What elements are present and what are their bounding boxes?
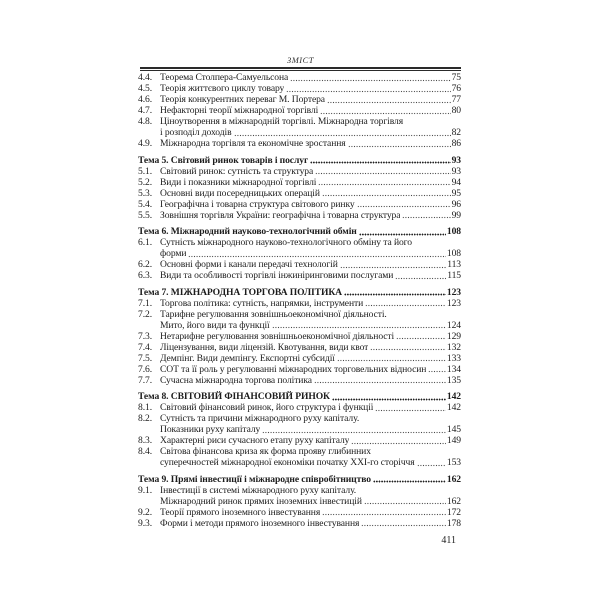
- dot-leader: [357, 201, 451, 210]
- toc-entry-text: Демпінг. Види демпінгу. Експортні субсидії: [160, 352, 335, 364]
- toc-entry-number: 6.2.: [138, 259, 152, 270]
- toc-row: [138, 375, 461, 386]
- toc-entry-number: 9.2.: [138, 506, 152, 518]
- toc-entry-text: Тема 6. Міжнародний науково-технологічний обмін: [138, 226, 357, 237]
- toc-row: [138, 485, 461, 496]
- toc-entry-text: форми: [160, 248, 187, 259]
- dot-leader: [290, 74, 450, 83]
- toc-entry-text: Теорія життєвого циклу товару: [160, 83, 285, 94]
- toc-entry-page: 149: [446, 435, 461, 446]
- toc-entry-page: 135: [446, 374, 461, 386]
- toc-entry-text: Нетарифне регулювання зовнішньоекономічної діяльності: [160, 330, 395, 342]
- toc-entry-text: і розподіл доходів: [160, 127, 232, 138]
- toc-entry-page: 153: [446, 457, 461, 468]
- toc-entry-page: 133: [446, 352, 461, 364]
- toc-entry-text: суперечностей міжнародної економіки початку XXI-го сторіччя: [160, 457, 415, 468]
- toc-entry-text: Основні форми і канали передачі технологій: [160, 259, 338, 270]
- toc-entry-text: Показники руху капіталу: [160, 424, 261, 435]
- dot-leader: [322, 509, 446, 518]
- toc-entry: [138, 116, 461, 138]
- toc-entry-page: 142: [446, 402, 461, 413]
- dot-leader: [315, 168, 450, 177]
- toc-entry-text: Торгова політика: сутність, напрямки, інструменти: [160, 297, 364, 309]
- toc-entry: [138, 166, 461, 177]
- toc-row: [138, 72, 461, 83]
- toc-row: [138, 457, 461, 468]
- toc-row: [138, 496, 461, 507]
- toc-entry-page: 172: [446, 506, 461, 518]
- toc-theme-entry: [138, 391, 461, 402]
- toc-entry-text: Сутність міжнародного науково-технологічного обміну та його: [160, 237, 412, 248]
- toc-row: [138, 320, 461, 331]
- toc-entry-number: 5.5.: [138, 209, 152, 221]
- toc-entry: [138, 83, 461, 94]
- toc-entry-page: 113: [447, 259, 461, 270]
- toc-row: [138, 259, 461, 270]
- toc-entry-number: 7.3.: [138, 330, 152, 342]
- toc-entry-page: 93: [451, 165, 461, 177]
- toc-entry-text: Тема 9. Прямі інвестиції і міжнародне співробітництво: [138, 473, 371, 485]
- toc-entry: [138, 259, 461, 270]
- toc-entry-page: 76: [451, 83, 461, 94]
- toc-entry-number: 7.4.: [138, 341, 152, 353]
- toc-entry-number: 5.2.: [138, 176, 152, 188]
- toc-entry-page: 178: [446, 517, 461, 529]
- toc-row: [138, 353, 461, 364]
- toc-row: [138, 210, 461, 221]
- toc-entry-text: Інвестиції в системі міжнародного руху капіталу.: [160, 484, 357, 496]
- toc-entry-number: 4.8.: [138, 116, 152, 127]
- toc-entry-page: 96: [451, 198, 461, 210]
- toc-row: [138, 474, 461, 485]
- toc-row: [138, 391, 461, 402]
- toc-entry-number: 4.9.: [138, 138, 152, 149]
- toc-row: [138, 138, 461, 149]
- toc-entry-number: 6.1.: [138, 237, 152, 248]
- toc-entry-text: Сучасна міжнародна торгова політика: [160, 374, 312, 386]
- toc-entry-page: 132: [446, 341, 461, 353]
- toc-entry-page: 80: [451, 105, 461, 116]
- toc-entry-number: 6.3.: [138, 270, 152, 281]
- dot-leader: [314, 377, 446, 386]
- toc-entry: [138, 353, 461, 364]
- toc-entry: [138, 210, 461, 221]
- toc-entry: [138, 364, 461, 375]
- toc-entry-text: СОТ та її роль у регулюванні міжнародних торговельних відносин: [160, 363, 427, 375]
- toc-entry: [138, 72, 461, 83]
- toc-row: [138, 402, 461, 413]
- toc-row: [138, 199, 461, 210]
- dot-leader: [310, 157, 450, 166]
- toc-entry: [138, 435, 461, 446]
- toc-entry-number: 8.1.: [138, 402, 152, 413]
- toc-row: [138, 270, 461, 281]
- toc-entry-page: 145: [446, 424, 461, 435]
- dot-leader: [364, 498, 446, 507]
- toc-entry-text: Мито, його види та функції: [160, 319, 270, 331]
- toc-entry-number: 7.6.: [138, 363, 152, 375]
- toc-row: [138, 518, 461, 529]
- dot-leader: [320, 107, 450, 116]
- dot-leader: [396, 333, 446, 342]
- toc-entry-number: 4.7.: [138, 105, 152, 116]
- dot-leader: [375, 404, 446, 413]
- toc-entry: [138, 342, 461, 353]
- toc-entry-number: 4.5.: [138, 83, 152, 94]
- toc-row: [138, 364, 461, 375]
- toc-entry-page: 86: [451, 138, 461, 149]
- toc-entry-number: 7.5.: [138, 352, 152, 364]
- toc-entry-text: Ліцензування, види ліцензій. Квотування, види квот: [160, 341, 369, 353]
- toc-row: [138, 116, 461, 127]
- toc-row: [138, 298, 461, 309]
- dot-leader: [322, 190, 451, 199]
- toc-entry-page: 82: [451, 127, 461, 138]
- toc-row: [138, 237, 461, 248]
- dot-leader: [351, 437, 446, 446]
- toc-entry-page: 162: [446, 495, 461, 507]
- dot-leader: [188, 250, 446, 259]
- toc-row: [138, 424, 461, 435]
- toc-entry: [138, 446, 461, 468]
- toc-entry-number: 5.1.: [138, 165, 152, 177]
- dot-leader: [373, 476, 446, 485]
- toc-entry: [138, 298, 461, 309]
- toc-entry-page: 108: [446, 226, 461, 237]
- toc-entry-text: Тема 5. Світовий ринок товарів і послуг: [138, 154, 309, 166]
- toc-entry-text: Теорія конкурентних переваг М. Портера: [160, 94, 325, 105]
- toc-entry: [138, 237, 461, 259]
- toc-entry-text: Міжнародна торгівля та економічне зростання: [160, 138, 346, 149]
- toc-entry-page: 129: [446, 330, 461, 342]
- toc-entry-number: 7.1.: [138, 297, 152, 309]
- toc-entry-text: Нефакторні теорії міжнародної торгівлі: [160, 105, 319, 116]
- toc-entry: [138, 413, 461, 435]
- toc-entry-page: 124: [446, 319, 461, 331]
- dot-leader: [327, 96, 451, 105]
- dot-leader: [417, 459, 446, 468]
- toc-entry: [138, 105, 461, 116]
- toc-entry-page: 93: [451, 154, 461, 166]
- dot-leader: [318, 179, 450, 188]
- dot-leader: [370, 344, 446, 353]
- toc-entry-text: Теорема Столпера-Самуельсона: [160, 72, 289, 83]
- toc-theme-entry: [138, 155, 461, 166]
- toc-row: [138, 287, 461, 298]
- toc-row: [138, 83, 461, 94]
- toc-entry-text: Тарифне регулювання зовнішньоекономічної діяльності.: [160, 308, 387, 320]
- toc-row: [138, 177, 461, 188]
- toc-entry-text: Сутність та причини міжнародного руху капіталу.: [160, 413, 360, 424]
- toc-entry-text: Форми і методи прямого іноземного інвестування: [160, 517, 360, 529]
- toc-entry: [138, 485, 461, 507]
- toc-entry-text: Світова фінансова криза як форма прояву глибинних: [160, 446, 371, 457]
- toc-entry-page: 108: [446, 248, 461, 259]
- toc-row: [138, 166, 461, 177]
- toc-entry: [138, 188, 461, 199]
- dot-leader: [395, 272, 446, 281]
- toc-entry-text: Географічна і товарна структура світового ринку: [160, 198, 355, 210]
- toc-list: [138, 72, 461, 529]
- toc-row: [138, 226, 461, 237]
- toc-entry-page: 123: [446, 297, 461, 309]
- toc-row: [138, 342, 461, 353]
- toc-entry-text: Основні види посередницьких операцій: [160, 187, 320, 199]
- dot-leader: [365, 300, 446, 309]
- toc-entry-number: 4.4.: [138, 72, 152, 83]
- toc-entry-number: 9.3.: [138, 517, 152, 529]
- toc-entry-text: Тема 8. СВІТОВИЙ ФІНАНСОВИЙ РИНОК: [138, 391, 330, 402]
- toc-theme-entry: [138, 474, 461, 485]
- dot-leader: [428, 366, 446, 375]
- toc-entry-text: Світовий фінансовий ринок, його структура і функції: [160, 402, 374, 413]
- toc-entry-number: 8.3.: [138, 435, 152, 446]
- dot-leader: [262, 426, 446, 435]
- toc-row: [138, 435, 461, 446]
- toc-entry-page: 142: [446, 391, 461, 402]
- toc-entry: [138, 518, 461, 529]
- toc-row: [138, 105, 461, 116]
- toc-entry-text: Світовий ринок: сутність та структура: [160, 165, 314, 177]
- page-header: [140, 55, 461, 71]
- toc-row: [138, 507, 461, 518]
- toc-theme-entry: [138, 287, 461, 298]
- toc-entry-page: 77: [451, 94, 461, 105]
- dot-leader: [234, 129, 451, 138]
- toc-entry-number: 9.1.: [138, 484, 152, 496]
- toc-entry: [138, 309, 461, 331]
- dot-leader: [344, 289, 446, 298]
- toc-entry-page: 123: [446, 286, 461, 298]
- dot-leader: [361, 520, 446, 529]
- toc-entry-number: 8.2.: [138, 413, 152, 424]
- page-number: 411: [441, 535, 456, 546]
- toc-entry-number: 7.7.: [138, 374, 152, 386]
- toc-entry-text: Міжнародний ринок прямих іноземних інвестицій: [160, 495, 362, 507]
- header-rule: [140, 67, 461, 71]
- toc-entry-number: 7.2.: [138, 308, 152, 320]
- toc-entry-number: 4.6.: [138, 94, 152, 105]
- toc-entry-text: Теорії прямого іноземного інвестування: [160, 506, 321, 518]
- toc-entry: [138, 331, 461, 342]
- toc-entry-page: 95: [451, 187, 461, 199]
- dot-leader: [348, 140, 451, 149]
- toc-entry-text: Характерні риси сучасного етапу руху капіталу: [160, 435, 350, 446]
- toc-entry-number: 5.3.: [138, 187, 152, 199]
- toc-entry: [138, 402, 461, 413]
- toc-entry-number: 5.4.: [138, 198, 152, 210]
- toc-entry-text: Тема 7. МІЖНАРОДНА ТОРГОВА ПОЛІТИКА: [138, 286, 343, 298]
- dot-leader: [272, 322, 446, 331]
- toc-entry-page: 134: [446, 363, 461, 375]
- toc-entry: [138, 138, 461, 149]
- toc-theme-entry: [138, 226, 461, 237]
- toc-row: [138, 127, 461, 138]
- toc-entry-text: Ціноутворення в міжнародній торгівлі. Міжнародна торгівля: [160, 116, 404, 127]
- toc-row: [138, 188, 461, 199]
- toc-entry-text: Види та особливості торгівлі інжиніринговими послугами: [160, 270, 394, 281]
- toc-entry-page: 115: [447, 270, 461, 281]
- dot-leader: [337, 355, 446, 364]
- toc-row: [138, 413, 461, 424]
- toc-entry-page: 162: [446, 473, 461, 485]
- toc-entry-page: 94: [451, 176, 461, 188]
- toc-entry-number: 8.4.: [138, 446, 152, 457]
- dot-leader: [402, 212, 450, 221]
- toc-row: [138, 446, 461, 457]
- toc-row: [138, 309, 461, 320]
- toc-entry-text: Види і показники міжнародної торгівлі: [160, 176, 317, 188]
- toc-row: [138, 248, 461, 259]
- toc-row: [138, 94, 461, 105]
- toc-entry: [138, 199, 461, 210]
- toc-entry: [138, 507, 461, 518]
- toc-row: [138, 155, 461, 166]
- dot-leader: [332, 393, 446, 402]
- toc-entry: [138, 177, 461, 188]
- toc-entry-page: 99: [451, 209, 461, 221]
- toc-entry-text: Зовнішня торгівля України: географічна і товарна структура: [160, 209, 401, 221]
- toc-header-title: ЗМІСТ: [286, 55, 315, 65]
- toc-entry: [138, 94, 461, 105]
- toc-entry: [138, 270, 461, 281]
- dot-leader: [359, 228, 446, 237]
- toc-row: [138, 331, 461, 342]
- toc-entry: [138, 375, 461, 386]
- dot-leader: [286, 85, 450, 94]
- dot-leader: [340, 261, 446, 270]
- toc-entry-page: 75: [451, 72, 461, 83]
